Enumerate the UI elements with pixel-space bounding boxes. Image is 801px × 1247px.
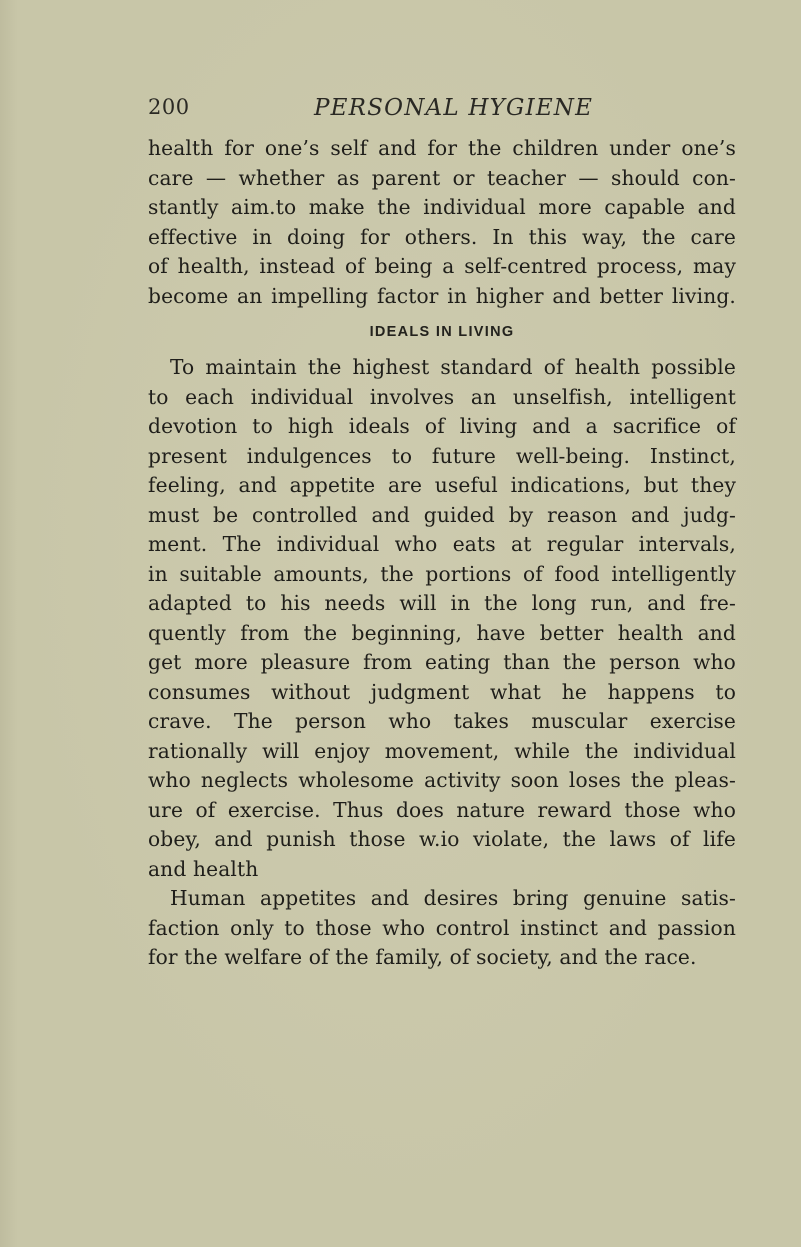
page-edge-shadow	[0, 0, 18, 1247]
text-line: feeling, and appetite are useful indications, but they	[148, 473, 736, 497]
text-line: obey, and punish those w.io violate, the laws of life	[148, 827, 736, 851]
text-line: consumes without judgment what he happens to	[148, 679, 736, 704]
text-line: present indulgences to future well-being. Instinct,	[148, 443, 736, 468]
text-line: devotion to high ideals of living and a sacrifice of	[148, 414, 736, 438]
text-line: who neglects wholesome activity soon loses the pleas-	[148, 768, 736, 792]
text-line: to each individual involves an unselfish, intelligent	[148, 384, 736, 409]
text-line: quently from the beginning, have better health and	[148, 620, 736, 645]
text-line: become an impelling factor in higher and better living.	[148, 283, 736, 308]
text-line: stantly aim.to make the individual more capable and	[148, 195, 736, 219]
section-heading: IDEALS IN LIVING	[369, 324, 515, 340]
text-line: of health, instead of being a self-centred process, may	[148, 254, 736, 278]
text-line: rationally will enjoy movement, while the individual	[148, 738, 736, 763]
text-line: for the welfare of the family, of society, and the race.	[148, 945, 697, 969]
running-head	[148, 95, 668, 125]
text-line: effective in doing for others. In this way, the care	[148, 224, 736, 249]
text-line: and health	[148, 856, 259, 881]
paragraph-3	[148, 884, 736, 973]
text-line: adapted to his needs will in the long run, and fre-	[148, 591, 736, 615]
section-heading-wrap	[148, 313, 736, 351]
page-number: 200	[148, 95, 190, 119]
running-title: PERSONAL HYGIENE	[314, 95, 594, 121]
text-line: crave. The person who takes muscular exercise	[148, 709, 736, 733]
text-line: in suitable amounts, the portions of food intelligently	[148, 561, 736, 586]
paragraph-2	[148, 353, 736, 884]
text-line: Human appetites and desires bring genuine satis-	[170, 886, 736, 910]
text-line: To maintain the highest standard of health possible	[170, 355, 736, 379]
body-text	[148, 134, 736, 973]
text-line: must be controlled and guided by reason and judg-	[148, 502, 736, 527]
text-line: get more pleasure from eating than the person who	[148, 650, 736, 674]
text-line: care — whether as parent or teacher — should con-	[148, 165, 736, 190]
text-line: health for one’s self and for the children under one’s	[148, 136, 736, 160]
text-line: ment. The individual who eats at regular intervals,	[148, 532, 736, 556]
paragraph-1	[148, 134, 736, 311]
text-line: ure of exercise. Thus does nature reward those who	[148, 797, 736, 822]
text-line: faction only to those who control instinct and passion	[148, 915, 736, 940]
